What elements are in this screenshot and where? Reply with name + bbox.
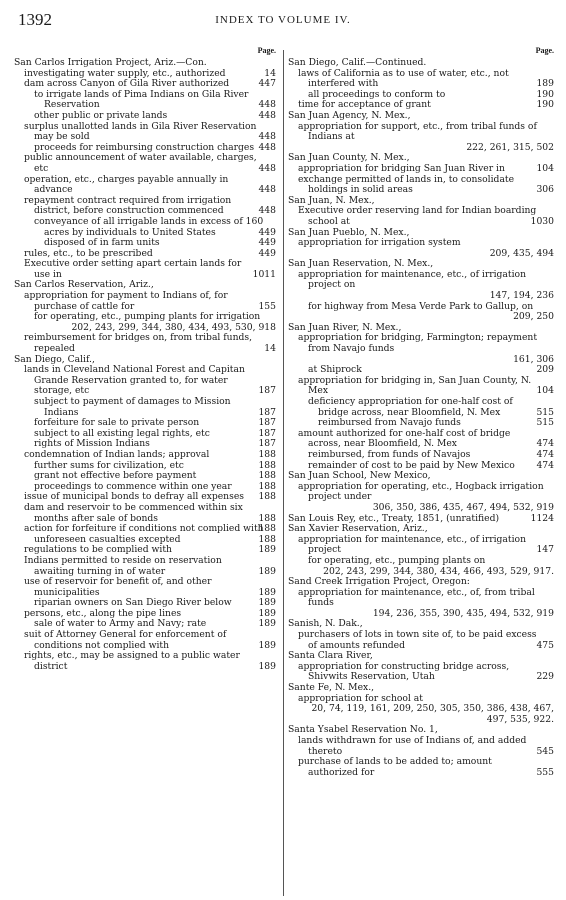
index-entry — [14, 259, 276, 280]
entry-text: proceeds for reimbursing construction charges — [34, 141, 255, 153]
entry-page-refs: 306 — [536, 184, 554, 196]
index-entry — [288, 175, 554, 196]
entry-page-refs: 209 — [536, 364, 554, 376]
index-entry — [14, 291, 276, 312]
entry-page-refs: 104 — [536, 385, 554, 397]
entry-text: deficiency appropriation for one-half cost of bridge across, near Bloomfield, N. Mex — [308, 396, 513, 418]
entry-text: regulations to be complied with — [24, 544, 172, 556]
index-entry — [288, 206, 554, 227]
entry-page-refs: 449 — [258, 226, 276, 238]
entry-page-refs: 189 — [258, 597, 276, 609]
entry-text: appropriation for payment to Indians of, for purchase of cattle for — [24, 290, 228, 312]
index-entry — [288, 238, 554, 259]
entry-text: unforeseen casualties excepted — [34, 533, 181, 545]
entry-text: Sanish, N. Dak., — [288, 618, 363, 630]
index-entry — [288, 376, 554, 397]
index-entry — [288, 69, 554, 90]
entry-text: action for forfeiture if conditions not complied with — [24, 523, 264, 535]
entry-text: appropriation for maintenance, etc., of irrigation project — [298, 533, 526, 556]
entry-text: rights, etc., may be assigned to a public water district — [24, 650, 240, 672]
entry-text: purchase of lands to be added to; amount authorized for — [298, 756, 492, 778]
entry-page-refs: 188 — [258, 480, 276, 492]
index-entry — [288, 588, 554, 620]
entry-text: for operating, etc., pumping plants on — [308, 554, 486, 566]
entry-text: grant not effective before payment — [34, 470, 197, 482]
entry-page-refs: 222, 261, 315, 502 — [466, 141, 554, 153]
index-entry — [14, 175, 276, 196]
entry-text: appropriation for maintenance, etc., of, from tribal funds — [298, 586, 535, 609]
entry-text: reimbursed, from funds of Navajos — [308, 448, 471, 460]
entry-text: at Shiprock — [308, 364, 362, 376]
entry-text: repayment contract required from irrigation district, before construction commenced — [24, 194, 232, 217]
entry-text: disposed of in farm units — [44, 237, 160, 249]
entry-text: San Juan Pueblo, N. Mex., — [288, 226, 410, 238]
entry-page-refs: 155 — [258, 300, 276, 312]
entry-page-refs: 188 — [258, 470, 276, 482]
index-entry — [14, 397, 276, 418]
entry-text: forfeiture for sale to private person — [34, 417, 200, 429]
entry-text: rights of Mission Indians — [34, 438, 150, 450]
index-entry — [14, 450, 276, 461]
entry-text: amount authorized for one-half cost of bridge across, near Bloomfield, N. Mex — [298, 427, 511, 450]
entry-text: purchasers of lots in town site of, to be paid excess of amounts refunded — [298, 629, 537, 651]
index-entry — [288, 630, 554, 651]
entry-text: San Juan Reservation, N. Mex., — [288, 258, 434, 270]
entry-page-refs: 187 — [258, 417, 276, 429]
index-entry — [288, 164, 554, 175]
entry-text: Executive order reserving land for Indian boarding school at — [298, 205, 537, 227]
entry-text: appropriation for constructing bridge across, Shivwits Reservation, Utah — [298, 660, 510, 683]
entry-page-refs: 161, 306 — [513, 353, 554, 365]
entry-text: reimbursed from Navajo funds — [318, 417, 461, 429]
entry-text: use of reservoir for benefit of, and other municipalities — [24, 576, 212, 598]
entry-page-refs: 188 — [258, 459, 276, 471]
entry-page-refs: 448 — [258, 162, 276, 174]
index-entry — [288, 58, 554, 69]
entry-text: Sand Creek Irrigation Project, Oregon: — [288, 576, 470, 588]
entry-page-refs: 306, 350, 386, 435, 467, 494, 532, 919 — [372, 501, 554, 513]
entry-text: remainder of cost to be paid by New Mexico — [308, 459, 515, 471]
index-entry — [288, 122, 554, 154]
entry-page-refs: 448 — [258, 109, 276, 121]
index-entry — [288, 397, 554, 418]
entry-text: dam across Canyon of Gila River authorized — [24, 78, 230, 90]
entry-page-refs: 14 — [264, 67, 276, 79]
entry-text: Executive order setting apart certain lands for use in — [24, 258, 242, 280]
running-title: INDEX TO VOLUME IV. — [215, 14, 351, 26]
entry-page-refs: 188 — [258, 533, 276, 545]
entry-text: appropriation for operating, etc., Hogback irrigation project under — [298, 480, 544, 503]
entry-page-refs: 189 — [258, 639, 276, 651]
entry-text: appropriation for support, etc., from tribal funds of Indians at — [298, 120, 537, 143]
entry-text: dam and reservoir to be commenced within six months after sale of bonds — [24, 501, 243, 524]
entry-text: Santa Clara River, — [288, 650, 373, 662]
entry-page-refs: 189 — [258, 544, 276, 556]
entry-text: surplus unallotted lands in Gila River Reservation may be sold — [24, 120, 257, 143]
index-entry — [288, 111, 554, 122]
page-number: 1392 — [18, 10, 52, 29]
entry-page-refs: 189 — [536, 78, 554, 90]
index-entry — [14, 651, 276, 672]
entry-text: appropriation for school at — [298, 692, 423, 704]
column-divider — [283, 50, 284, 896]
left-page-label: Page. — [257, 46, 276, 55]
entry-page-refs: 1030 — [530, 215, 554, 227]
index-entry — [14, 577, 276, 598]
entry-text: San Xavier Reservation, Ariz., — [288, 523, 428, 535]
index-entry — [288, 694, 554, 726]
right-column — [288, 46, 554, 896]
entry-text: for operating, etc., pumping plants for irrigation — [34, 311, 261, 323]
entry-text: San Juan Agency, N. Mex., — [288, 109, 411, 121]
index-entry — [14, 122, 276, 143]
entry-text: Santa Ysabel Reservation No. 1, — [288, 724, 438, 736]
entry-text: San Carlos Reservation, Ariz., — [14, 279, 154, 291]
index-entry — [14, 503, 276, 524]
index-entry — [14, 312, 276, 333]
entry-text: San Diego, Calif., — [14, 353, 95, 365]
entry-page-refs: 147, 194, 236 — [489, 290, 554, 302]
entry-page-refs: 189 — [258, 607, 276, 619]
index-entry — [14, 630, 276, 651]
entry-text: San Juan River, N. Mex., — [288, 321, 402, 333]
entry-text: public announcement of water available, charges, etc — [24, 152, 257, 174]
entry-text: San Louis Rey, etc., Treaty, 1851, (unratified) — [288, 512, 500, 524]
entry-page-refs: 14 — [264, 343, 276, 355]
entry-text: for highway from Mesa Verde Park to Gallup, on — [308, 300, 534, 312]
entry-text: suit of Attorney General for enforcement of conditions not complied with — [24, 629, 227, 651]
index-entry — [14, 217, 276, 238]
entry-text: rules, etc., to be prescribed — [24, 247, 153, 259]
entry-text: sale of water to Army and Navy; rate — [34, 618, 207, 630]
entry-page-refs: 474 — [536, 438, 554, 450]
entry-text: all proceedings to conform to — [308, 88, 446, 100]
entry-page-refs: 448 — [258, 184, 276, 196]
entry-text: Sante Fe, N. Mex., — [288, 682, 375, 694]
entry-text: exchange permitted of lands in, to consolidate holdings in solid areas — [298, 173, 515, 196]
index-entry — [14, 153, 276, 174]
entry-text: lands withdrawn for use of Indians of, and added thereto — [298, 735, 527, 757]
entry-page-refs: 209, 250 — [513, 311, 554, 323]
entry-page-refs: 189 — [258, 586, 276, 598]
entry-text: San Juan School, New Mexico, — [288, 470, 431, 482]
entry-page-refs: 187 — [258, 427, 276, 439]
entry-page-refs: 202, 243, 299, 344, 380, 434, 466, 493, 529, 917. — [323, 565, 554, 577]
page-header — [18, 10, 548, 32]
entry-text: subject to payment of damages to Mission Indians — [34, 396, 231, 418]
entry-text: San Juan County, N. Mex., — [288, 152, 410, 164]
entry-text: further sums for civilization, etc — [34, 459, 184, 471]
entry-page-refs: 448 — [258, 131, 276, 143]
entry-text: time for acceptance of grant — [298, 99, 431, 111]
entry-page-refs: 188 — [258, 523, 276, 535]
entry-text: laws of California as to use of water, etc., not interfered with — [298, 67, 509, 90]
entry-text: riparian owners on San Diego River below — [34, 597, 232, 609]
entry-text: appropriation for bridging San Juan River in — [298, 162, 505, 174]
entry-text: lands in Cleveland National Forest and Capitan Grande Reservation granted to, for water storage, etc — [24, 364, 245, 397]
index-entry — [288, 270, 554, 302]
entry-text: operation, etc., charges payable annually in advance — [24, 173, 229, 196]
entry-text: conveyance of all irrigable lands in excess of 160 acres by individuals to United States — [34, 215, 264, 238]
entry-page-refs: 475 — [536, 639, 554, 651]
entry-text: appropriation for bridging in, San Juan County, N. Mex — [298, 374, 532, 397]
entry-text: condemnation of Indian lands; approval — [24, 448, 210, 460]
entry-text: investigating water supply, etc., authorized — [24, 67, 226, 79]
entry-text: appropriation for irrigation system — [298, 237, 461, 249]
entry-page-refs: 209, 435, 494 — [489, 247, 554, 259]
index-entry — [288, 302, 554, 323]
entry-page-refs: 188 — [258, 448, 276, 460]
entry-page-refs: 448 — [258, 141, 276, 153]
entry-page-refs: 187 — [258, 385, 276, 397]
entry-page-refs: 515 — [536, 417, 554, 429]
entry-page-refs: 190 — [536, 88, 554, 100]
entry-text: to irrigate lands of Pima Indians on Gila River Reservation — [34, 88, 249, 111]
right-entry-list — [288, 58, 554, 778]
right-page-label: Page. — [535, 46, 554, 55]
index-entry — [14, 90, 276, 111]
index-entry — [14, 556, 276, 577]
left-column — [14, 46, 276, 896]
entry-page-refs: 474 — [536, 448, 554, 460]
entry-text: other public or private lands — [34, 109, 168, 121]
entry-page-refs: 104 — [536, 162, 554, 174]
index-entry — [14, 196, 276, 217]
entry-page-refs: 555 — [536, 766, 554, 778]
entry-page-refs: 190 — [536, 99, 554, 111]
index-entry — [288, 333, 554, 365]
entry-page-refs: 147 — [536, 544, 554, 556]
index-entry — [14, 333, 276, 354]
index-entry — [288, 450, 554, 461]
entry-text: appropriation for bridging, Farmington; repayment from Navajo funds — [298, 332, 538, 355]
entry-page-refs: 194, 236, 355, 390, 435, 494, 532, 919 — [372, 607, 554, 619]
index-entry — [14, 365, 276, 397]
entry-page-refs: 188 — [258, 512, 276, 524]
entry-page-refs: 189 — [258, 660, 276, 672]
entry-page-refs: 188 — [258, 491, 276, 503]
index-entry — [14, 58, 276, 69]
entry-page-refs: 448 — [258, 99, 276, 111]
entry-page-refs: 474 — [536, 459, 554, 471]
entry-page-refs: 515 — [536, 406, 554, 418]
index-entry — [14, 111, 276, 122]
index-entry — [288, 556, 554, 577]
entry-page-refs: 449 — [258, 237, 276, 249]
entry-text: proceedings to commence within one year — [34, 480, 232, 492]
entry-text: issue of municipal bonds to defray all expenses — [24, 491, 244, 503]
entry-text: San Carlos Irrigation Project, Ariz.—Con. — [14, 57, 207, 68]
entry-page-refs: 447 — [258, 78, 276, 90]
entry-page-refs: 202, 243, 299, 344, 380, 434, 493, 530, 918 — [71, 321, 276, 333]
entry-page-refs: 189 — [258, 565, 276, 577]
index-entry — [288, 535, 554, 556]
entry-text: reimbursement for bridges on, from tribal funds, repealed — [24, 332, 253, 355]
entry-text: persons, etc., along the pipe lines — [24, 607, 182, 619]
index-entry — [288, 736, 554, 757]
entry-text: appropriation for maintenance, etc., of irrigation project on — [298, 268, 526, 291]
entry-text: San Diego, Calif.—Continued. — [288, 57, 427, 68]
entry-page-refs: 449 — [258, 247, 276, 259]
left-entry-list — [14, 58, 276, 672]
entry-text: Indians permitted to reside on reservation awaiting turning in of water — [24, 554, 222, 577]
entry-page-refs: 229 — [536, 671, 554, 683]
entry-text: subject to all existing legal rights, etc — [34, 427, 210, 439]
index-entry — [288, 662, 554, 683]
entry-page-refs: 545 — [536, 745, 554, 757]
entry-page-refs: 448 — [258, 205, 276, 217]
index-entry — [288, 757, 554, 778]
entry-page-refs: 187 — [258, 406, 276, 418]
entry-page-refs: 1011 — [252, 268, 276, 280]
entry-page-refs: 189 — [258, 618, 276, 630]
entry-text: San Juan, N. Mex., — [288, 194, 375, 206]
index-entry — [288, 429, 554, 450]
entry-page-refs: 20, 74, 119, 161, 209, 250, 305, 350, 386, 438, 467, 497, 535, 922. — [311, 703, 554, 725]
entry-page-refs: 187 — [258, 438, 276, 450]
entry-page-refs: 1124 — [530, 512, 554, 524]
index-entry — [288, 482, 554, 514]
